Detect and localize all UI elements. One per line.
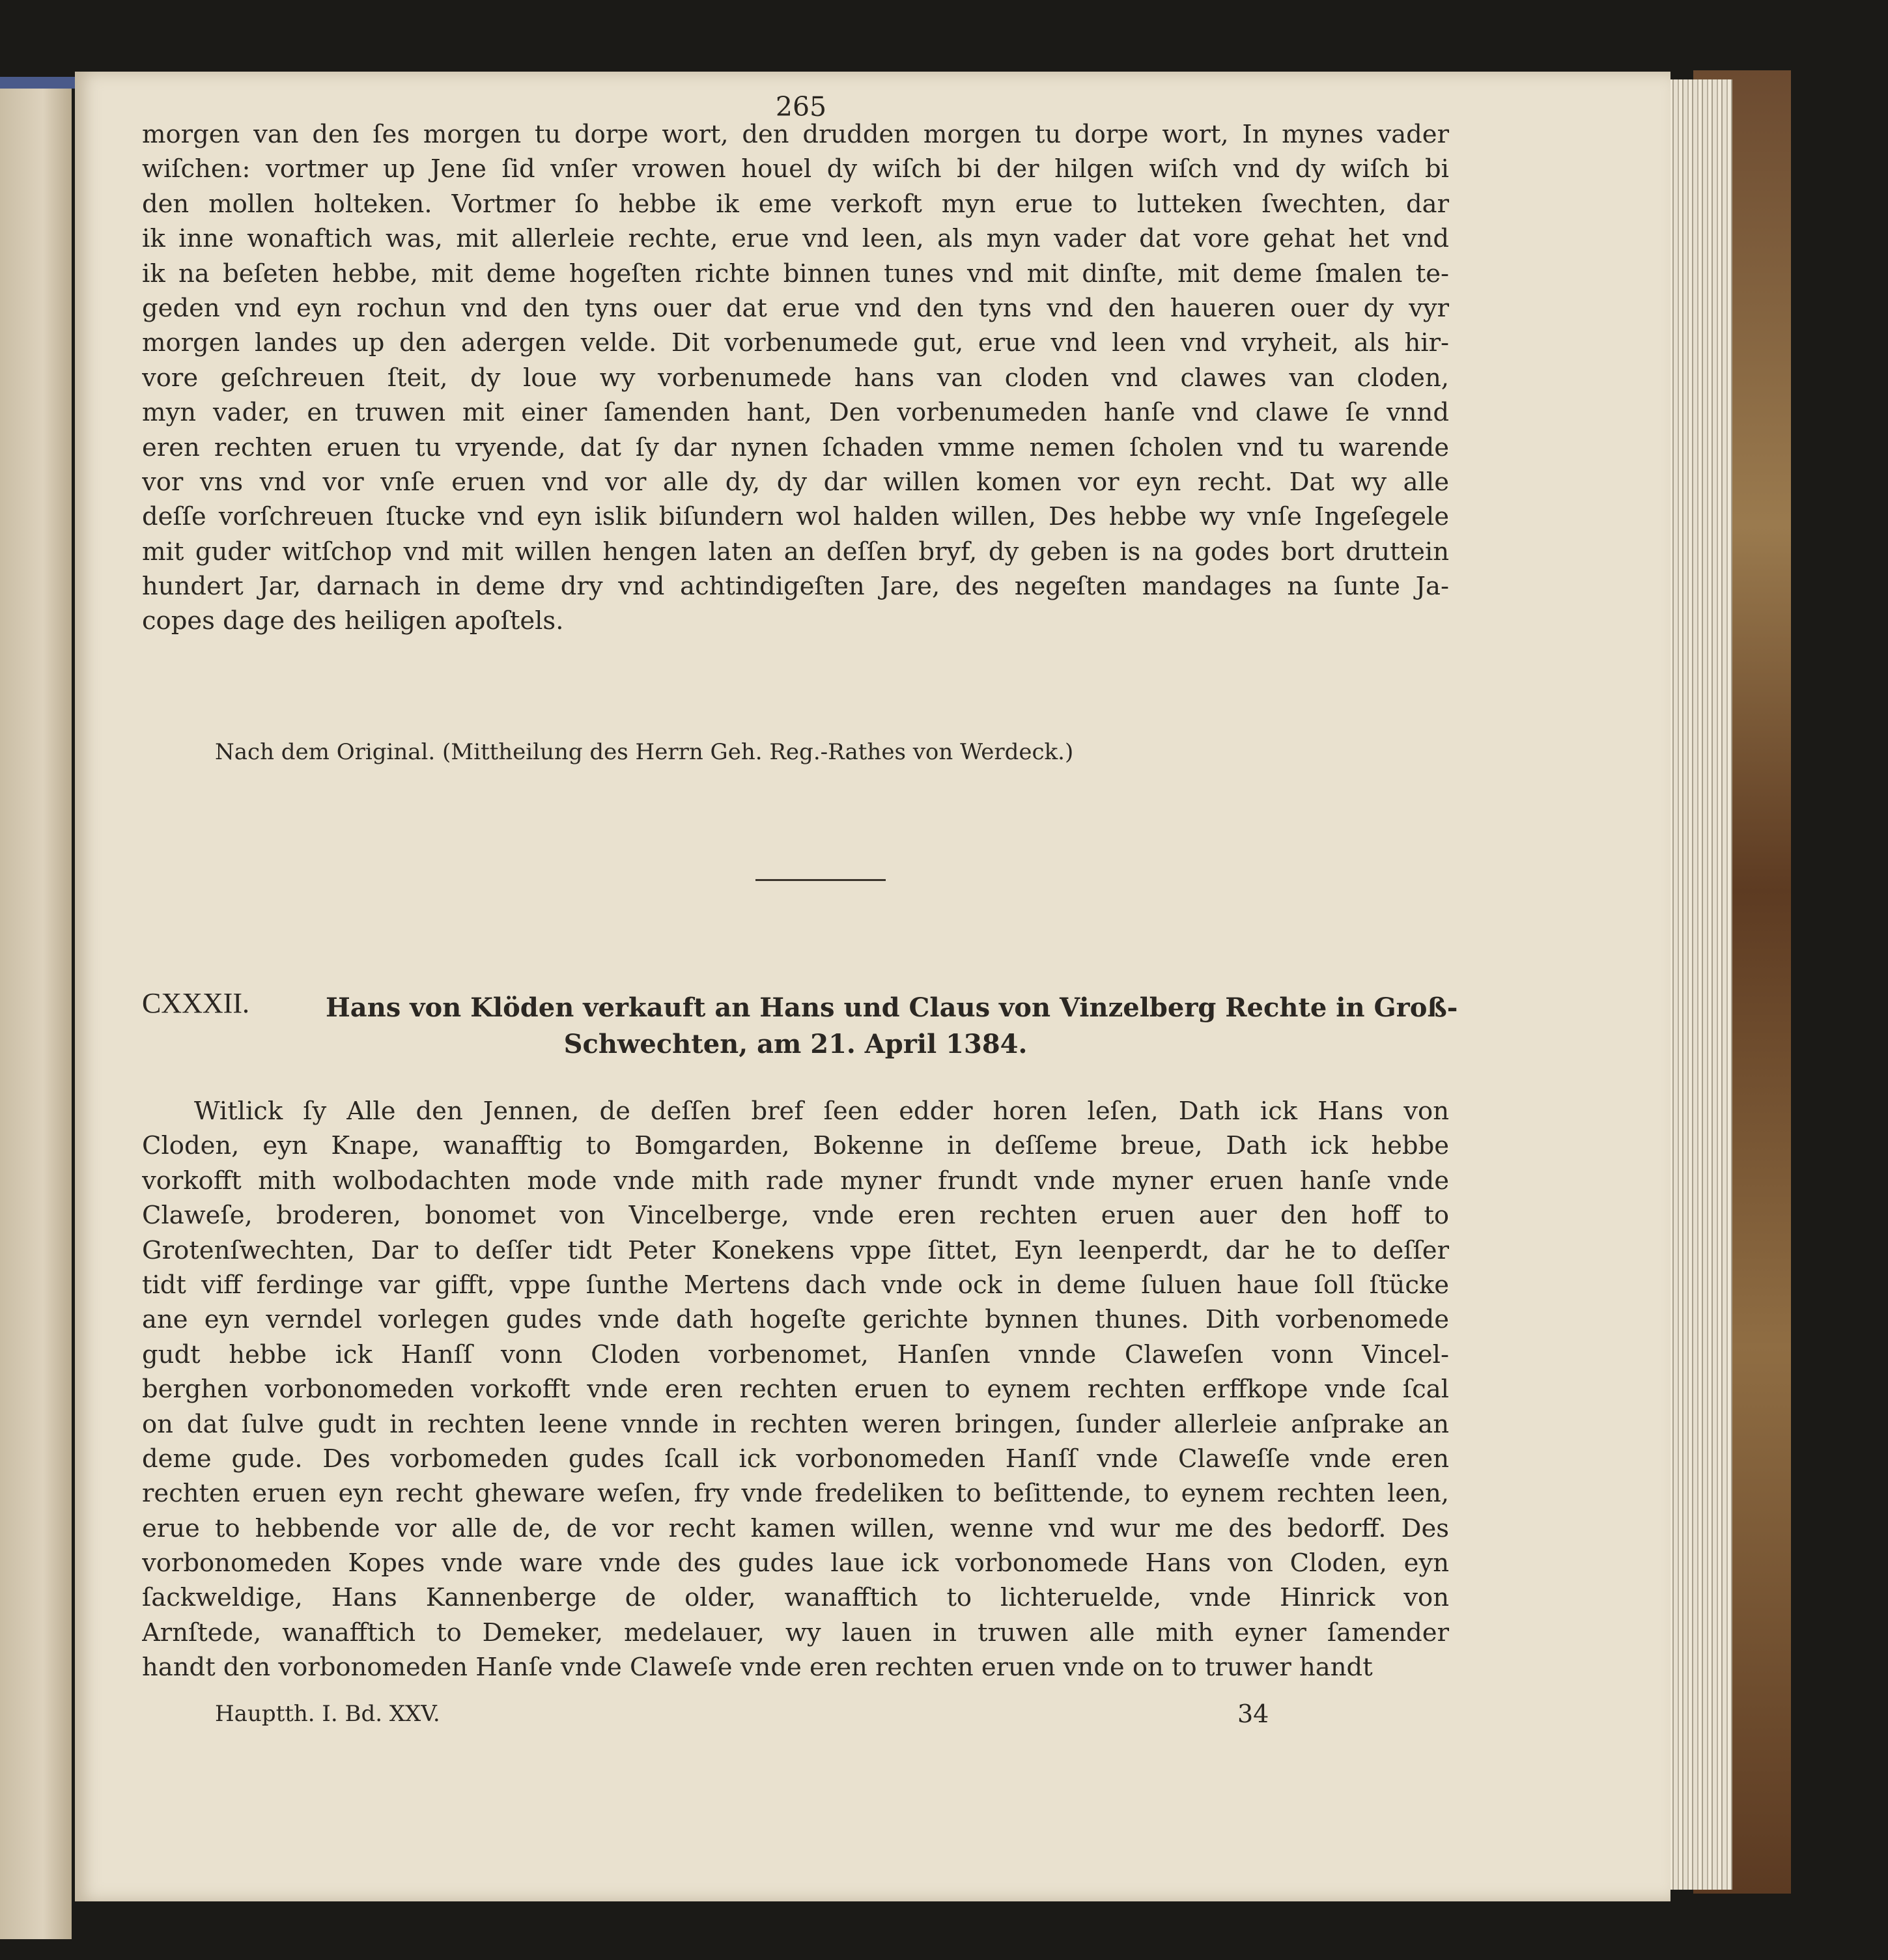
text-line: mit guder witſchop vnd mit willen hengen laten an deſſen bryf, dy geben is na godes bort druttein — [142, 537, 1449, 567]
charter-text-continued — [142, 117, 1449, 639]
text-line: Grotenſwechten, Dar to deſſer tidt Peter Konekens vppe ſittet, Eyn leenperdt, dar he to deſſer — [142, 1235, 1449, 1265]
sheet-number: 34 — [1237, 1700, 1269, 1728]
source-note: Nach dem Original. (Mittheilung des Herrn Geh. Reg.-Rathes von Werdeck.) — [215, 739, 1074, 765]
text-line: gudt hebbe ick Hanſſ vonn Cloden vorbenomet, Hanſen vnnde Claweſen vonn Vincel- — [142, 1339, 1449, 1369]
text-line: vore geſchreuen ſteit, dy loue wy vorbenumede hans van cloden vnd clawes van cloden, — [142, 363, 1449, 393]
text-line: den mollen holteken. Vortmer ſo hebbe ik eme verkoft myn erue to lutteken ſwechten, dar — [142, 189, 1449, 219]
signature-mark: Hauptth. I. Bd. XXV. — [215, 1701, 440, 1727]
text-line: copes dage des heiligen apoſtels. — [142, 606, 564, 636]
text-line: ane eyn verndel vorlegen gudes vnde dath hogeſte gerichte bynnen thunes. Dith vorbenomede — [142, 1305, 1449, 1335]
text-line: berghen vorbonomeden vorkofft vnde eren rechten eruen to eynem rechten erffkope vnde ſcal — [142, 1375, 1449, 1405]
document-number: CXXXII. — [142, 987, 249, 1019]
text-line: morgen van den ſes morgen tu dorpe wort, den drudden morgen tu dorpe wort, In mynes vader — [142, 120, 1449, 149]
text-line: tidt viff ferdinge var gifft, vppe ſunthe Mertens dach vnde ock in deme ſuluen haue ſoll ſtücke — [142, 1270, 1449, 1300]
text-line: hundert Jar, darnach in deme dry vnd achtindigeſten Jare, des negeſten mandages na ſunte Ja- — [142, 572, 1449, 602]
text-line: ſackweldige, Hans Kannenberge de older, wanafftich to lichteruelde, vnde Hinrick von — [142, 1583, 1449, 1613]
text-line: Witlick ſy Alle den Jennen, de deſſen bref ſeen edder horen leſen, Dath ick Hans von — [194, 1097, 1449, 1126]
text-line: handt den vorbonomeden Hanſe vnde Claweſe vnde eren rechten eruen vnde on to truwer handt — [142, 1653, 1373, 1683]
text-line: ik inne wonaftich was, mit allerleie rechte, erue vnd leen, als myn vader dat vore gehat het vnd — [142, 224, 1449, 254]
text-line: deſſe vorſchreuen ſtucke vnd eyn islik biſundern wol halden willen, Des hebbe wy vnſe Ingeſegele — [142, 502, 1449, 532]
text-line: Cloden, eyn Knape, wanafftig to Bomgarden, Bokenne in deſſeme breue, Dath ick hebbe — [142, 1131, 1449, 1161]
text-line: morgen landes up den adergen velde. Dit vorbenumede gut, erue vnd leen vnd vryheit, als hir- — [142, 328, 1449, 358]
text-line: vor vns vnd vor vnſe eruen vnd vor alle dy, dy dar willen komen vor eyn recht. Dat wy alle — [142, 467, 1449, 497]
text-line: on dat ſulve gudt in rechten leene vnnde in rechten weren bringen, ſunder allerleie anſprake an — [142, 1409, 1449, 1439]
text-line: wiſchen: vortmer up Jene ſid vnſer vrowen houel dy wiſch bi der hilgen wiſch vnd dy wiſch bi — [142, 154, 1449, 184]
document-title-line2: Schwechten, am 21. April 1384. — [563, 1029, 1028, 1059]
section-divider — [755, 879, 886, 881]
text-line: vorkofft mith wolbodachten mode vnde mith rade myner frundt vnde myner eruen hanſe vnde — [142, 1166, 1449, 1196]
charter-text — [142, 1094, 1449, 1685]
page-number: 265 — [775, 91, 827, 122]
facing-page-edge — [0, 77, 72, 1939]
facing-page-bookmark — [0, 77, 85, 89]
text-line: vorbonomeden Kopes vnde ware vnde des gudes laue ick vorbonomede Hans von Cloden, eyn — [142, 1548, 1449, 1578]
text-line: deme gude. Des vorbomeden gudes ſcall ick vorbonomeden Hanſſ vnde Claweſſe vnde eren — [142, 1444, 1449, 1474]
text-line: Arnſtede, wanafftich to Demeker, medelauer, wy lauen in truwen alle mith eyner ſamender — [142, 1617, 1449, 1647]
text-line: rechten eruen eyn recht gheware weſen, fry vnde fredeliken to beſittende, to eynem rechten leen, — [142, 1479, 1449, 1509]
document-title-line1: Hans von Klöden verkauft an Hans und Claus von Vinzelberg Rechte in Groß- — [326, 992, 1458, 1023]
text-line: ik na beſeten hebbe, mit deme hogeſten richte binnen tunes vnd mit dinſte, mit deme ſmalen te- — [142, 259, 1449, 288]
text-line: erue to hebbende vor alle de, de vor recht kamen willen, wenne vnd wur me des bedorff. Des — [142, 1513, 1449, 1543]
text-line: Claweſe, broderen, bonomet von Vincelberge, vnde eren rechten eruen auer den hoff to — [142, 1201, 1449, 1231]
text-line: geden vnd eyn rochun vnd den tyns ouer dat erue vnd den tyns vnd den haueren ouer dy vyr — [142, 293, 1449, 323]
text-line: eren rechten eruen tu vryende, dat ſy dar nynen ſchaden vmme nemen ſcholen vnd tu warende — [142, 432, 1449, 462]
text-line: myn vader, en truwen mit einer ſamenden hant, Den vorbenumeden hanſe vnd clawe ſe vnnd — [142, 398, 1449, 428]
